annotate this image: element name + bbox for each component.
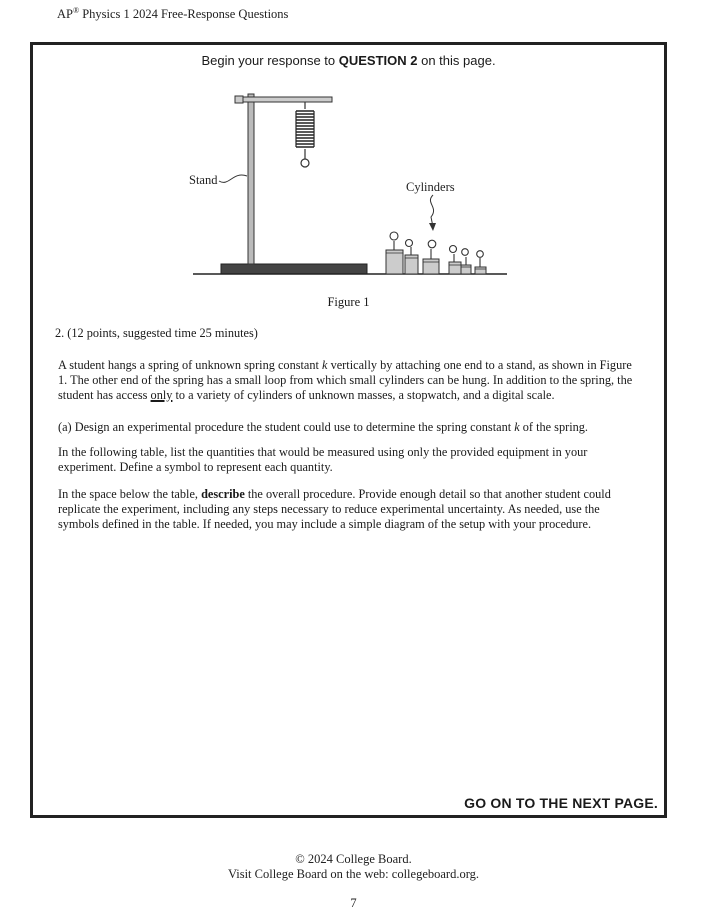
part-a-prompt: (a) Design an experimental procedure the student could use to determine the spring constant k of the spring.: [58, 420, 588, 434]
cylinders-leader: [430, 195, 433, 227]
begin-response-line: Begin your response to QUESTION 2 on this page.: [201, 53, 496, 68]
stand-pole: [248, 94, 254, 264]
figure-1-diagram: [33, 45, 664, 315]
spring-loop: [301, 159, 309, 167]
running-header: AP® Physics 1 2024 Free-Response Questions: [57, 6, 289, 22]
footer-copyright: © 2024 College Board.: [295, 852, 412, 866]
question-number-line: 2. (12 points, suggested time 25 minutes): [55, 326, 258, 340]
cylinders-label: Cylinders: [406, 180, 455, 194]
table-instruction: In the following table, list the quantities that would be measured using only the provided equipment in your experiment. Define a symbol to represent each quantity.: [58, 445, 588, 474]
figure-caption: Figure 1: [327, 295, 370, 309]
response-frame: [30, 42, 667, 818]
page-number: 7: [350, 896, 357, 910]
go-on-next-page: GO ON TO THE NEXT PAGE.: [464, 795, 658, 811]
stand-label: Stand: [189, 173, 218, 187]
cylinders-group: [386, 232, 486, 274]
stand-leader: [219, 175, 247, 182]
question-intro: A student hangs a spring of unknown spring constant k vertically by attaching one end to a stand, as shown in Figure 1. The other end of the spring has a small loop from which small cylinders can be hung. In addition to the spring, the student has access only to a variety of cylinders of unknown masses, a stopwatch, and a digital scale.: [58, 358, 633, 402]
procedure-instruction: In the space below the table, describe the overall procedure. Provide enough detail so that another student could replicate the experiment, including any steps necessary to reduce experimental uncertainty. As needed, use the symbols defined in the table. If needed, you may include a simple diagram of the setup with your procedure.: [58, 487, 611, 531]
spring: [296, 109, 314, 149]
stand-arm: [238, 97, 332, 102]
footer-visit: Visit College Board on the web: collegeboard.org.: [227, 867, 480, 881]
stand-base: [221, 264, 367, 274]
